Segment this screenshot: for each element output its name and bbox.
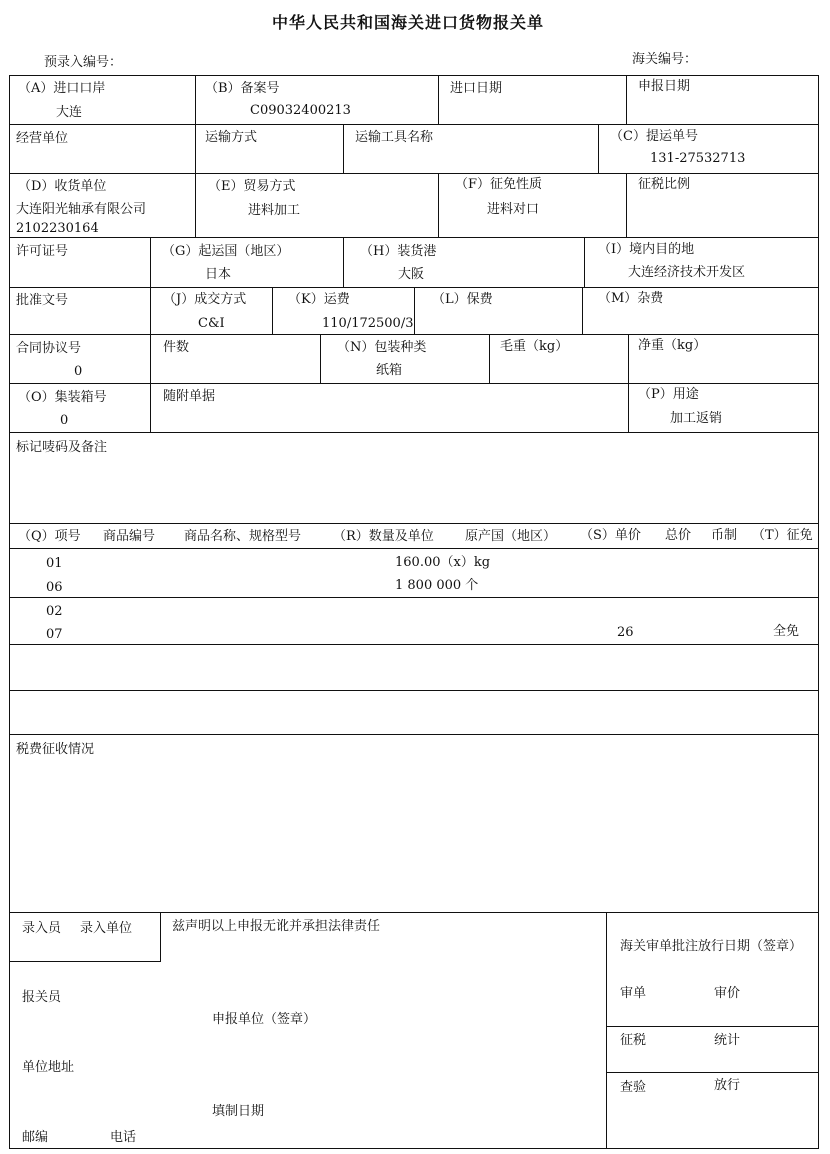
pre-entry-label: 预录入编号： — [44, 55, 123, 70]
customs-no-label: 海关编号： — [632, 52, 698, 67]
item-unit-price: 26 — [617, 625, 634, 640]
declaration-text: 兹声明以上申报无讹并承担法律责任 — [172, 919, 381, 934]
packing-label: （N）包装种类 — [337, 340, 427, 355]
item-quantity: 160.00（x）kg — [395, 555, 491, 570]
marks-label: 标记唛码及备注 — [16, 440, 108, 455]
port-value: 大连 — [56, 105, 83, 120]
goods-header-code: 商品编号 — [103, 529, 156, 544]
grid-line — [606, 1026, 819, 1027]
unit-address-label: 单位地址 — [22, 1060, 75, 1075]
pieces-label: 件数 — [163, 340, 190, 355]
trade-mode-value: 进料加工 — [248, 203, 301, 218]
consignee-label: （D）收货单位 — [18, 179, 107, 194]
audit-price-label: 审价 — [714, 986, 741, 1001]
item-no: 02 — [46, 604, 63, 619]
grid-line — [489, 334, 490, 384]
grid-line — [584, 237, 585, 288]
grid-line — [628, 334, 629, 384]
item-no: 01 — [46, 556, 63, 571]
transport-mode-label: 运输方式 — [205, 130, 258, 145]
grid-line — [9, 734, 819, 735]
grid-line — [582, 287, 583, 335]
import-date-label: 进口日期 — [450, 81, 503, 96]
origin-country-label: （G）起运国（地区） — [162, 244, 290, 259]
goods-header-unit-price: （S）单价 — [580, 528, 641, 543]
entry-person-label: 录入员 — [22, 921, 62, 936]
fill-date-label: 填制日期 — [212, 1104, 265, 1119]
grid-line — [195, 173, 196, 238]
grid-line — [9, 644, 819, 645]
item-no: 07 — [46, 627, 63, 642]
item-quantity: 1 800 000 个 — [395, 578, 479, 593]
form-title: 中华人民共和国海关进口货物报关单 — [272, 13, 545, 32]
tax-ratio-label: 征税比例 — [638, 177, 691, 192]
phone-label: 电话 — [110, 1130, 137, 1145]
consignee-code: 2102230164 — [16, 221, 99, 236]
license-label: 许可证号 — [16, 244, 69, 259]
grid-line — [150, 334, 151, 384]
bill-value: 131-27532713 — [650, 151, 746, 166]
inspect-label: 查验 — [620, 1080, 647, 1095]
grid-line — [9, 690, 819, 691]
grid-line — [438, 75, 439, 125]
grid-line — [9, 383, 819, 384]
deal-mode-label: （J）成交方式 — [163, 292, 247, 307]
entry-unit-label: 录入单位 — [80, 921, 133, 936]
grid-line — [9, 597, 819, 598]
statistics-label: 统计 — [714, 1033, 741, 1048]
grid-line — [195, 75, 196, 125]
record-label: （B）备案号 — [205, 81, 280, 96]
grid-line — [9, 173, 819, 174]
port-label: （A）进口口岸 — [18, 81, 106, 96]
grid-line — [150, 287, 151, 335]
business-unit-label: 经营单位 — [16, 131, 69, 146]
container-value: 0 — [60, 413, 69, 428]
misc-label: （M）杂费 — [598, 291, 664, 306]
grid-line — [598, 124, 599, 174]
trade-mode-label: （E）贸易方式 — [208, 179, 296, 194]
container-label: （O）集装箱号 — [18, 390, 107, 405]
grid-line — [9, 237, 819, 238]
usage-value: 加工返销 — [670, 411, 723, 426]
goods-header-quantity: （R）数量及单位 — [333, 529, 434, 544]
contract-value: 0 — [74, 364, 83, 379]
grid-line — [272, 287, 273, 335]
grid-line — [150, 237, 151, 288]
grid-line — [9, 912, 819, 913]
grid-line — [606, 912, 607, 1149]
item-exemption: 全免 — [773, 624, 800, 639]
declare-unit-seal: 申报单位（签章） — [212, 1012, 317, 1027]
goods-header-currency: 币制 — [711, 528, 738, 543]
grid-line — [626, 75, 627, 125]
grid-line — [414, 287, 415, 335]
grid-line — [320, 334, 321, 384]
grid-line — [628, 383, 629, 433]
deal-mode-value: C&I — [198, 316, 225, 331]
approval-label: 批准文号 — [16, 293, 69, 308]
freight-value: 110/172500/3 — [322, 316, 414, 331]
transport-name-label: 运输工具名称 — [355, 130, 434, 145]
gross-weight-label: 毛重（kg） — [500, 339, 569, 354]
item-no: 06 — [46, 580, 63, 595]
consignee-value: 大连阳光轴承有限公司 — [16, 202, 147, 217]
loading-port-label: （H）装货港 — [360, 244, 437, 259]
declare-date-label: 申报日期 — [638, 79, 691, 94]
freight-label: （K）运费 — [288, 292, 350, 307]
grid-line — [160, 912, 161, 962]
grid-line — [626, 173, 627, 238]
grid-line — [606, 1072, 819, 1073]
grid-line — [150, 383, 151, 433]
release-label: 放行 — [714, 1078, 741, 1093]
goods-header-origin: 原产国（地区） — [465, 529, 557, 544]
bill-label: （C）提运单号 — [610, 129, 698, 144]
postcode-label: 邮编 — [22, 1130, 49, 1145]
packing-value: 纸箱 — [376, 363, 403, 378]
grid-line — [9, 523, 819, 524]
levy-tax-label: 征税 — [620, 1033, 647, 1048]
goods-header-total: 总价 — [665, 528, 692, 543]
destination-value: 大连经济技术开发区 — [628, 265, 746, 280]
goods-header-item-no: （Q）项号 — [18, 529, 81, 544]
grid-line — [343, 237, 344, 288]
review-label: 审单 — [620, 986, 647, 1001]
grid-line — [343, 124, 344, 174]
grid-line — [438, 173, 439, 238]
grid-line — [9, 124, 819, 125]
grid-line — [9, 961, 160, 962]
grid-line — [195, 124, 196, 174]
documents-label: 随附单据 — [163, 389, 216, 404]
usage-label: （P）用途 — [638, 387, 699, 402]
destination-label: （I）境内目的地 — [598, 242, 695, 257]
exemption-value: 进料对口 — [487, 202, 540, 217]
goods-header-name: 商品名称、规格型号 — [184, 529, 302, 544]
exemption-label: （F）征免性质 — [455, 177, 543, 192]
contract-label: 合同协议号 — [16, 341, 82, 356]
insurance-label: （L）保费 — [432, 292, 493, 307]
grid-line — [9, 548, 819, 549]
customs-approval-label: 海关审单批注放行日期（签章） — [620, 939, 803, 954]
origin-country-value: 日本 — [205, 267, 232, 282]
goods-header-exemption: （T）征免 — [752, 528, 813, 543]
grid-line — [9, 432, 819, 433]
loading-port-value: 大阪 — [398, 267, 425, 282]
tax-status-label: 税费征收情况 — [16, 742, 95, 757]
record-value: C09032400213 — [250, 103, 351, 118]
declarant-label: 报关员 — [22, 990, 62, 1005]
net-weight-label: 净重（kg） — [638, 338, 707, 353]
